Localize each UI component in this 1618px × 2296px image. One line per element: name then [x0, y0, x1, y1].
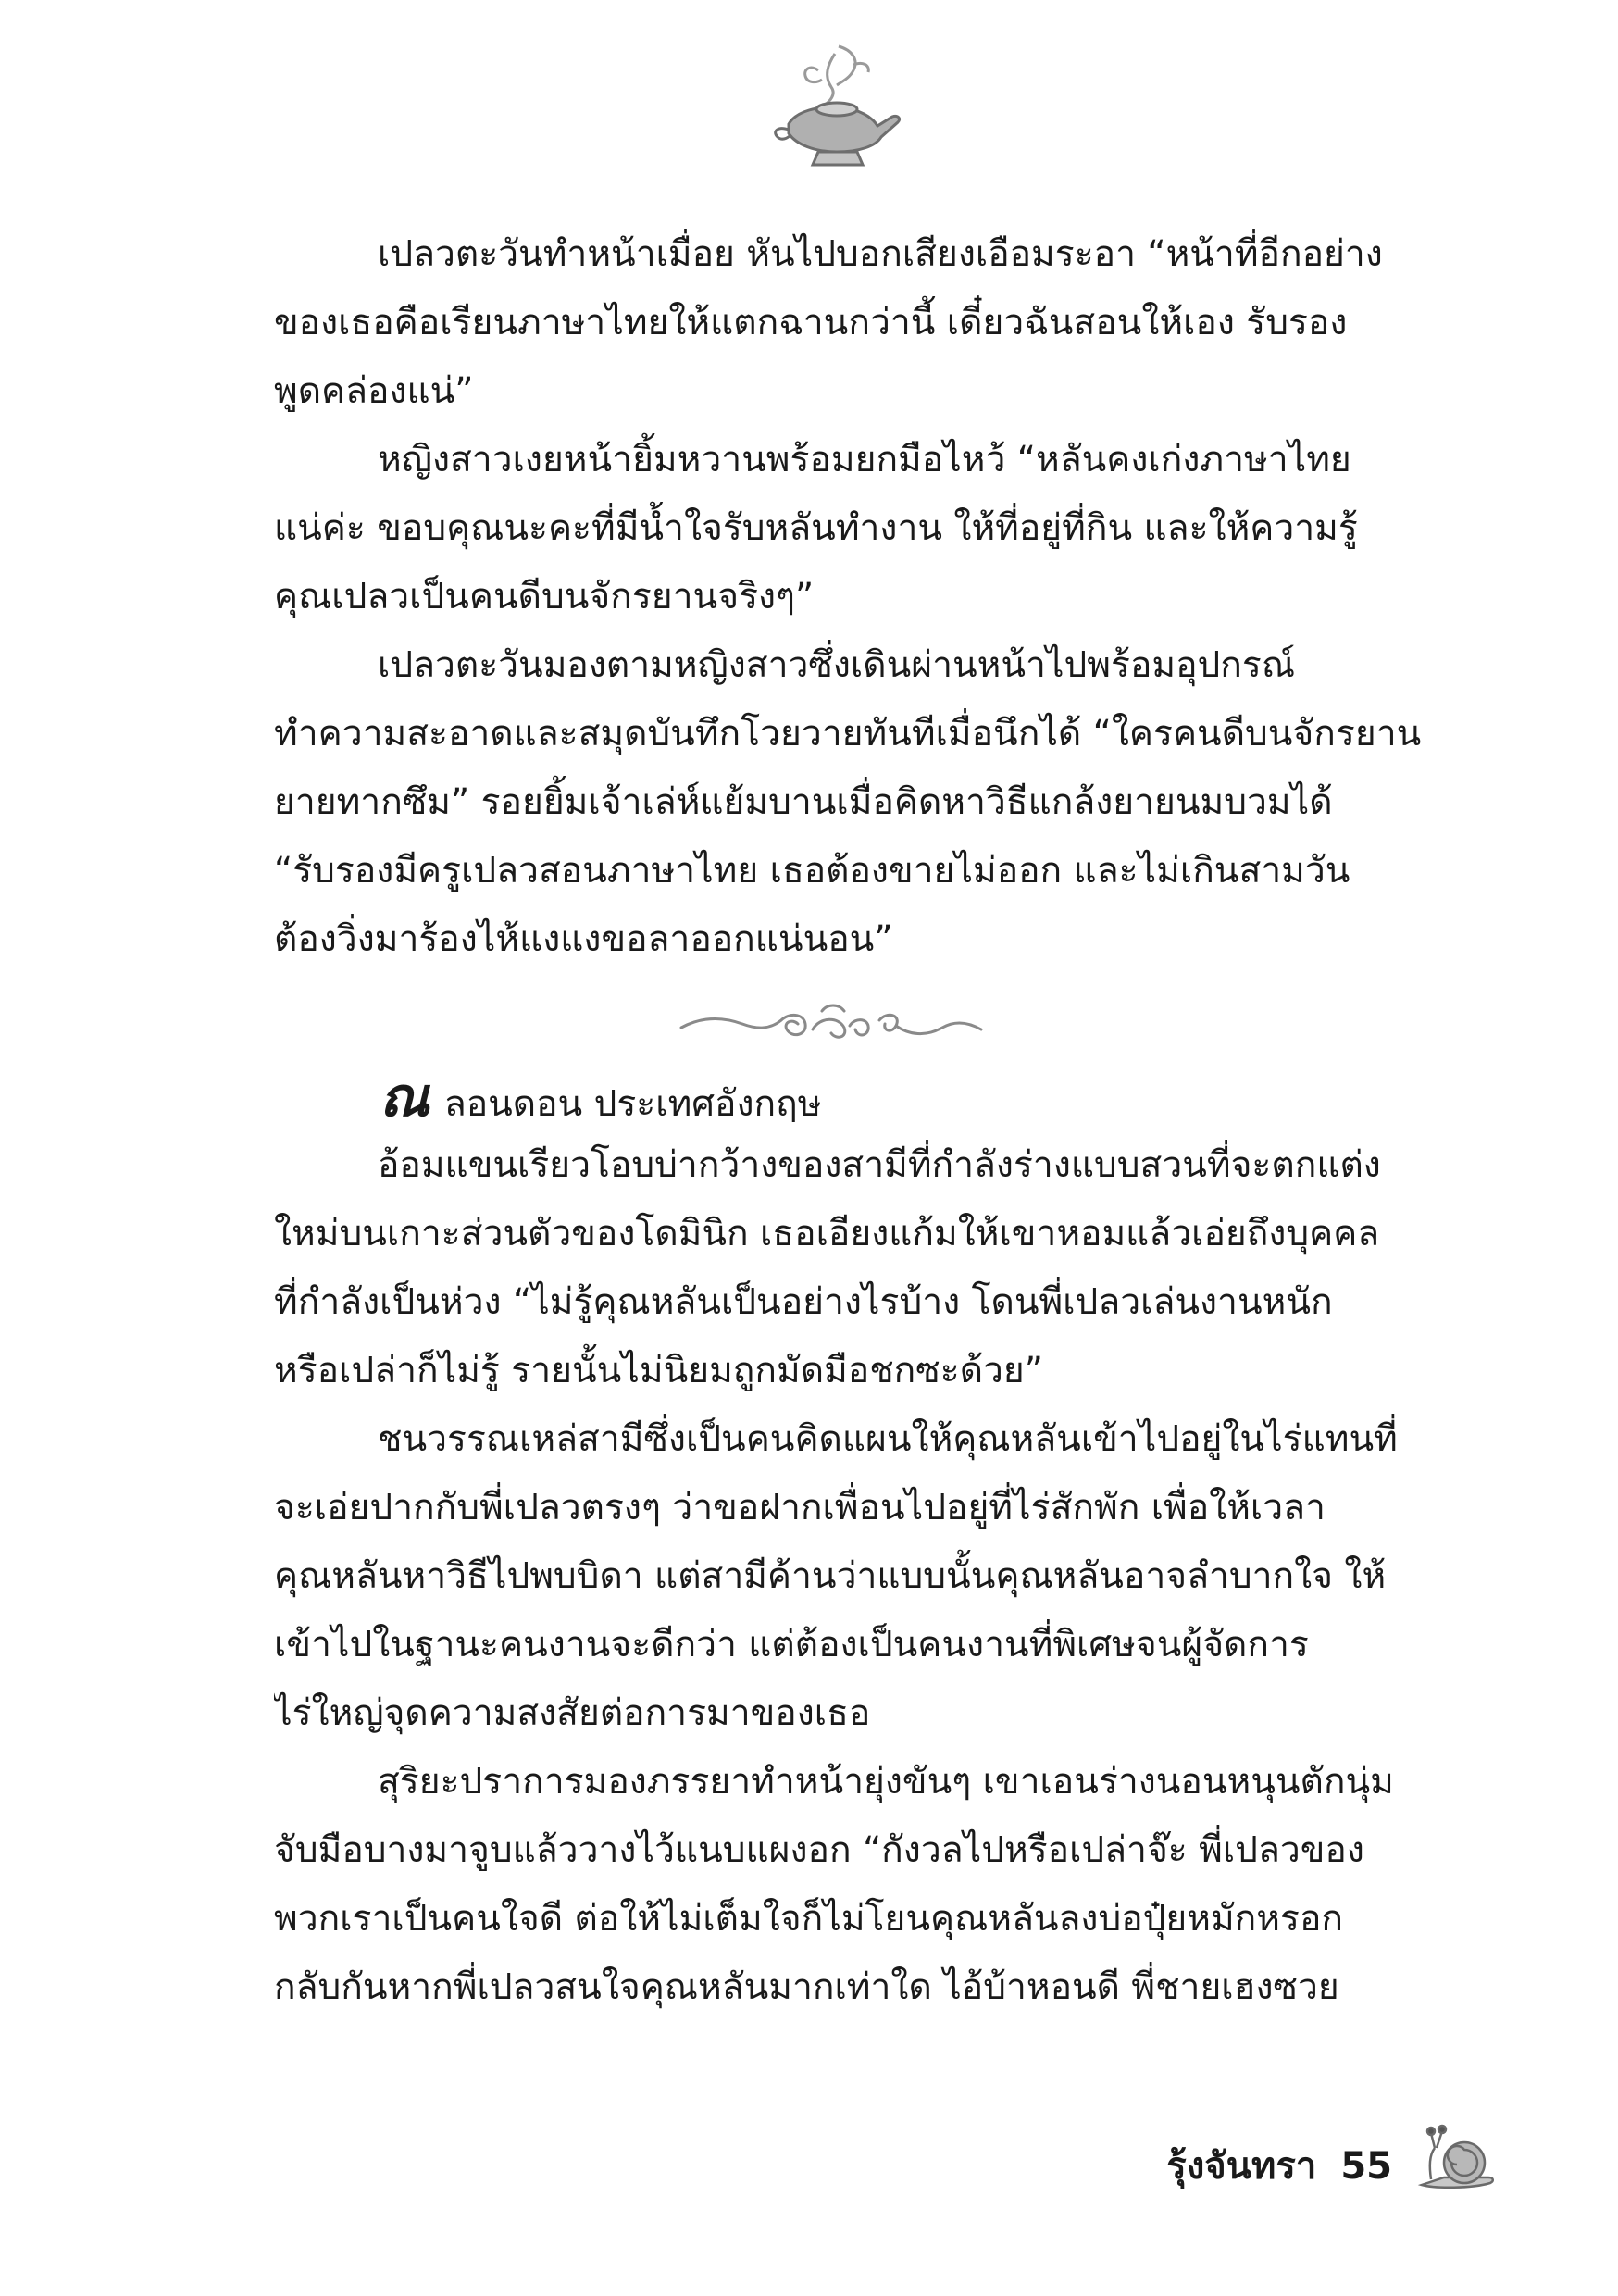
- paragraph-line: ใหม่บนเกาะส่วนตัวของโดมินิก เธอเอียงแก้มให้เขาหอมแล้วเอ่ยถึงบุคคล: [274, 1213, 1380, 1254]
- paragraph-line: ยายทากซึม” รอยยิ้มเจ้าเล่ห์แย้มบานเมื่อคิดหาวิธีแกล้งยายนมบวมได้: [274, 781, 1333, 823]
- paragraph-line: กลับกันหากพี่เปลวสนใจคุณหลันมากเท่าใด ไอ้บ้าหอนดี พี่ชายเฮงซวย: [274, 1966, 1339, 2008]
- paragraph-line: หญิงสาวเงยหน้ายิ้มหวานพร้อมยกมือไหว้ “หลันคงเก่งภาษาไทย: [378, 439, 1351, 480]
- paragraph-line: “รับรองมีครูเปลวสอนภาษาไทย เธอต้องขายไม่ออก และไม่เกินสามวัน: [274, 850, 1350, 892]
- section-heading-text: ลอนดอน ประเทศอังกฤษ: [443, 1083, 822, 1125]
- paragraph-line: หรือเปล่าก็ไม่รู้ รายนั้นไม่นิยมถูกมัดมือชกซะด้วย”: [274, 1350, 1043, 1391]
- paragraph-line: ไร่ใหญ่จุดความสงสัยต่อการมาของเธอ: [274, 1692, 871, 1734]
- paragraph-line: พูดคล่องแน่”: [274, 370, 474, 412]
- genie-lamp-ornament-icon: [763, 37, 911, 176]
- paragraph-line: ที่กำลังเป็นห่วง “ไม่รู้คุณหลันเป็นอย่างไรบ้าง โดนพี่เปลวเล่นงานหนัก: [274, 1281, 1333, 1323]
- paragraph-line: ทำความสะอาดและสมุดบันทึกโวยวายทันทีเมื่อนึกได้ “ใครคนดีบนจักรยาน: [274, 713, 1422, 755]
- paragraph-line: ต้องวิ่งมาร้องไห้แงแงขอลาออกแน่นอน”: [274, 918, 893, 960]
- paragraph-line: แน่ค่ะ ขอบคุณนะคะที่มีน้ำใจรับหลันทำงาน ให้ที่อยู่ที่กิน และให้ความรู้: [274, 507, 1358, 549]
- paragraph-line: จะเอ่ยปากกับพี่เปลวตรงๆ ว่าขอฝากเพื่อนไปอยู่ที่ไร่สักพัก เพื่อให้เวลา: [274, 1487, 1326, 1529]
- paragraph-line: เข้าไปในฐานะคนงานจะดีกว่า แต่ต้องเป็นคนงานที่พิเศษจนผู้จัดการ: [274, 1624, 1309, 1666]
- paragraph-line: พวกเราเป็นคนใจดี ต่อให้ไม่เต็มใจก็ไม่โยนคุณหลันลงบ่อปุ๋ยหมักหรอก: [274, 1898, 1343, 1940]
- paragraph-line: คุณเปลวเป็นคนดีบนจักรยานจริงๆ”: [274, 576, 815, 618]
- page-footer: [1166, 2120, 1496, 2194]
- paragraph-line: ชนวรรณเหล่สามีซึ่งเป็นคนคิดแผนให้คุณหลันเข้าไปอยู่ในไร่แทนที่: [378, 1418, 1398, 1460]
- paragraph-line: สุริยะปราการมองภรรยาทำหน้ายุ่งขันๆ เขาเอนร่างนอนหนุนตักนุ่ม: [378, 1761, 1394, 1803]
- heading-spacer: [274, 1063, 1466, 1131]
- text-block-top: [274, 220, 1466, 974]
- page-number: 55: [1340, 2145, 1392, 2188]
- scroll-divider-ornament-icon: [674, 989, 989, 1054]
- paragraph-line: อ้อมแขนเรียวโอบบ่ากว้างของสามีที่กำลังร่างแบบสวนที่จะตกแต่ง: [378, 1144, 1381, 1186]
- paragraph-line: จับมือบางมาจูบแล้ววางไว้แนบแผงอก “กังวลไปหรือเปล่าจ๊ะ พี่เปลวของ: [274, 1829, 1364, 1871]
- book-title: รุ้งจันทรา: [1166, 2145, 1317, 2188]
- paragraph-line: ของเธอคือเรียนภาษาไทยให้แตกฉานกว่านี้ เดี๋ยวฉันสอนให้เอง รับรอง: [274, 302, 1348, 343]
- paragraph-line: เปลวตะวันมองตามหญิงสาวซึ่งเดินผ่านหน้าไปพร้อมอุปกรณ์: [378, 644, 1295, 686]
- snail-icon: [1416, 2120, 1496, 2194]
- paragraph-line: เปลวตะวันทำหน้าเมื่อย หันไปบอกเสียงเอือมระอา “หน้าที่อีกอย่าง: [378, 233, 1383, 275]
- section-dropcap: ณ: [380, 1066, 429, 1129]
- text-block-bottom: [274, 1063, 1466, 2022]
- paragraph-line: คุณหลันหาวิธีไปพบบิดา แต่สามีค้านว่าแบบนั้นคุณหลันอาจลำบากใจ ให้: [274, 1555, 1387, 1597]
